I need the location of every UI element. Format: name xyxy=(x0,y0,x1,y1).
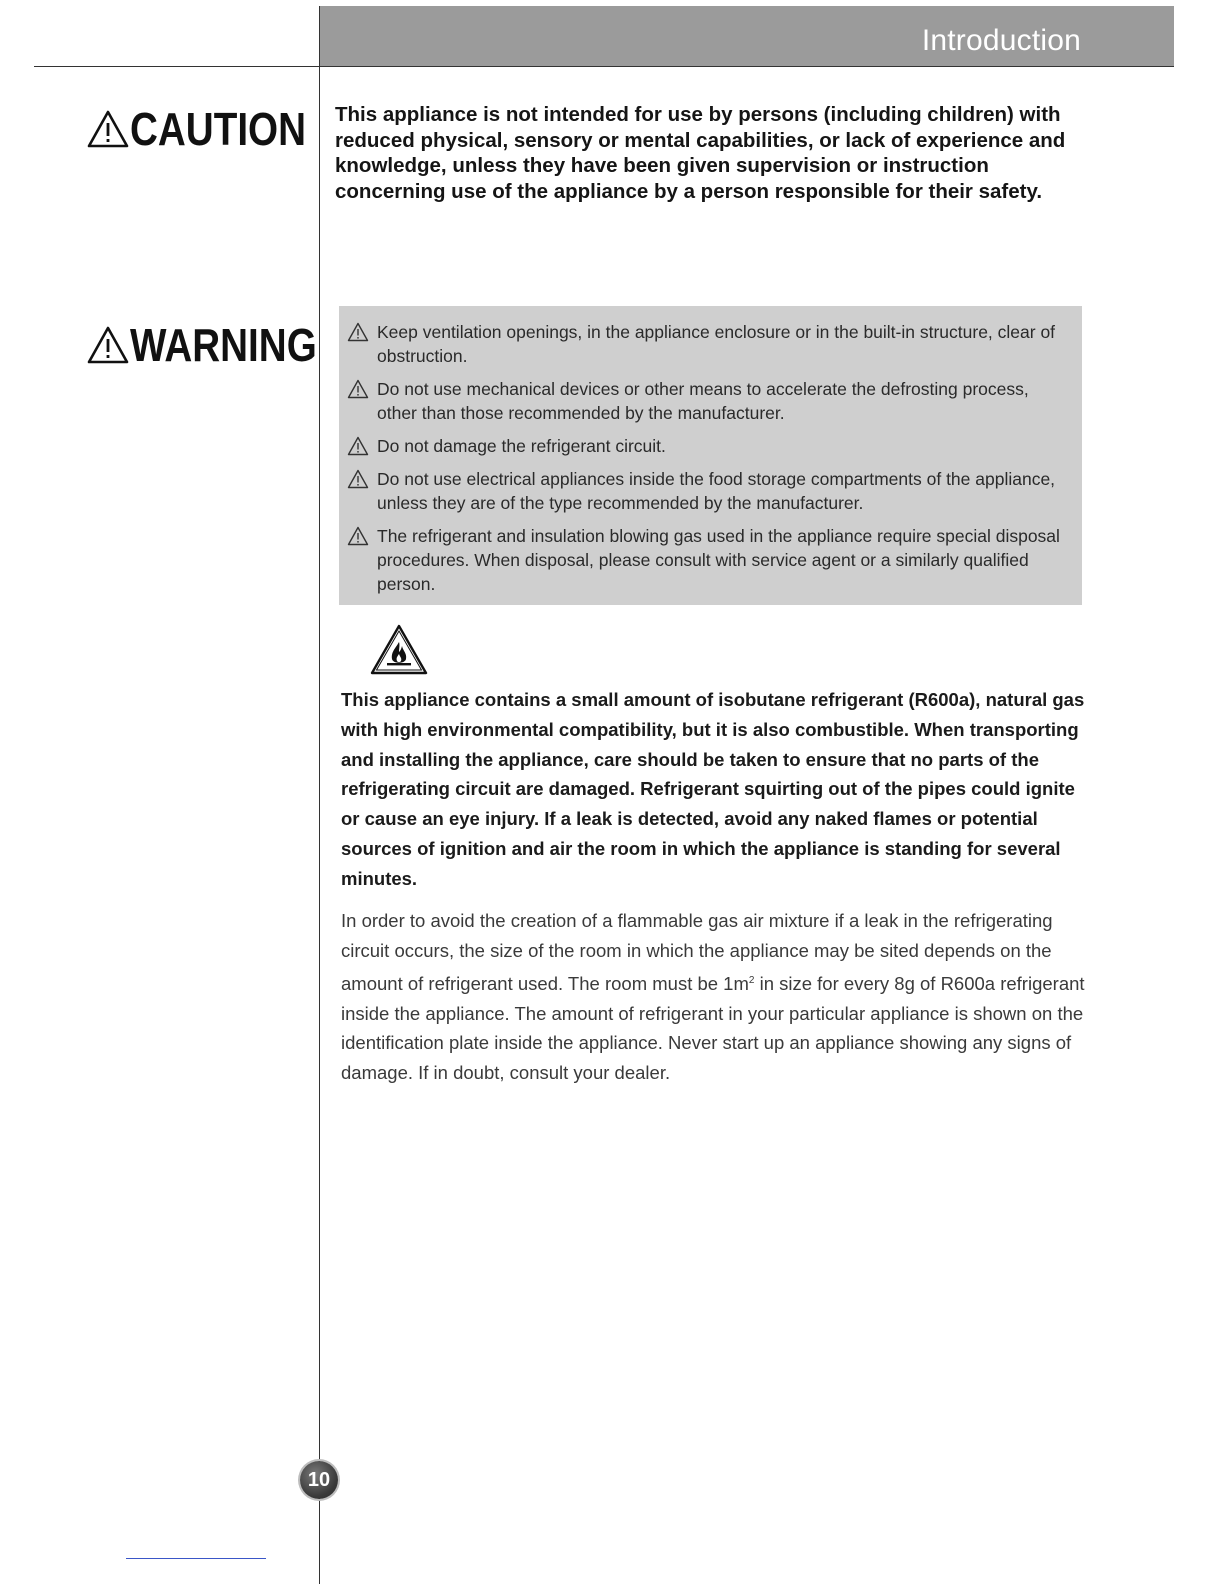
caution-text: This appliance is not intended for use by persons (including children) with reduced physical, sensory or mental capabilities, or lack of experience and knowledge, unless they have been given supervision or instruction concerning use of the appliance by a person responsible for their safety. xyxy=(335,103,1066,203)
warning-heading xyxy=(86,318,352,372)
room-size-text-part1: In order to avoid the creation of a flammable gas air mixture if a leak in the refrigerating circuit occurs, the size of the room in which the appliance may be sited depends on the amount of refrigerant used. The room must be 1m xyxy=(341,910,1053,994)
warning-item xyxy=(347,434,1072,458)
warning-small-icon xyxy=(347,379,369,399)
vertical-divider xyxy=(319,6,320,1584)
warning-item-text: The refrigerant and insulation blowing gas used in the appliance require special disposal procedures. When disposal, please consult with service agent or a similarly qualified person. xyxy=(377,526,1060,594)
warning-label: WARNING xyxy=(130,319,317,371)
warning-item xyxy=(347,467,1072,515)
flammable-warning-icon xyxy=(369,624,429,676)
superscript-2: 2 xyxy=(748,974,755,986)
caution-heading xyxy=(86,102,340,156)
room-size-text-part2: in size for every 8g of R600a refrigerant inside the appliance. The amount of refrigerant in your particular appliance is shown on the identification plate inside the appliance. Never start up an appliance showing any signs of damage. If in doubt, consult your dealer. xyxy=(341,972,1085,1084)
warning-item-text: Do not use electrical appliances inside the food storage compartments of the appliance, unless they are of the type recommended by the manufacturer. xyxy=(377,469,1056,513)
warning-small-icon xyxy=(347,469,369,489)
warning-item xyxy=(347,377,1072,425)
footer-underline xyxy=(126,1558,266,1559)
warning-small-icon xyxy=(347,322,369,342)
header-bar xyxy=(320,6,1174,66)
caution-triangle-icon xyxy=(86,109,130,149)
section-title: Introduction xyxy=(921,24,1081,57)
warning-small-icon xyxy=(347,436,369,456)
room-size-text xyxy=(341,906,1086,1088)
warning-item xyxy=(347,524,1072,596)
header-divider xyxy=(34,66,1174,67)
warning-item xyxy=(347,320,1072,368)
caution-label: CAUTION xyxy=(130,103,307,155)
page-number-badge: 10 xyxy=(300,1461,338,1499)
warning-item-text: Keep ventilation openings, in the appliance enclosure or in the built-in structure, clear of obstruction. xyxy=(377,322,1056,366)
warning-triangle-icon xyxy=(86,325,130,365)
flammable-warning-text: This appliance contains a small amount of isobutane refrigerant (R600a), natural gas with high environmental compatibility, but it is also combustible. When transporting and installing the appliance, care should be taken to ensure that no parts of the refrigerating circuit are damaged. Refrigerant squirting out of the pipes could ignite or cause an eye injury. If a leak is detected, avoid any naked flames or potential sources of ignition and air the room in which the appliance is standing for several minutes. xyxy=(341,689,1085,889)
warning-small-icon xyxy=(347,526,369,546)
warning-item-text: Do not damage the refrigerant circuit. xyxy=(377,436,666,456)
warning-item-text: Do not use mechanical devices or other means to accelerate the defrosting process, other than those recommended by the manufacturer. xyxy=(377,379,1029,423)
warning-list xyxy=(339,306,1082,605)
